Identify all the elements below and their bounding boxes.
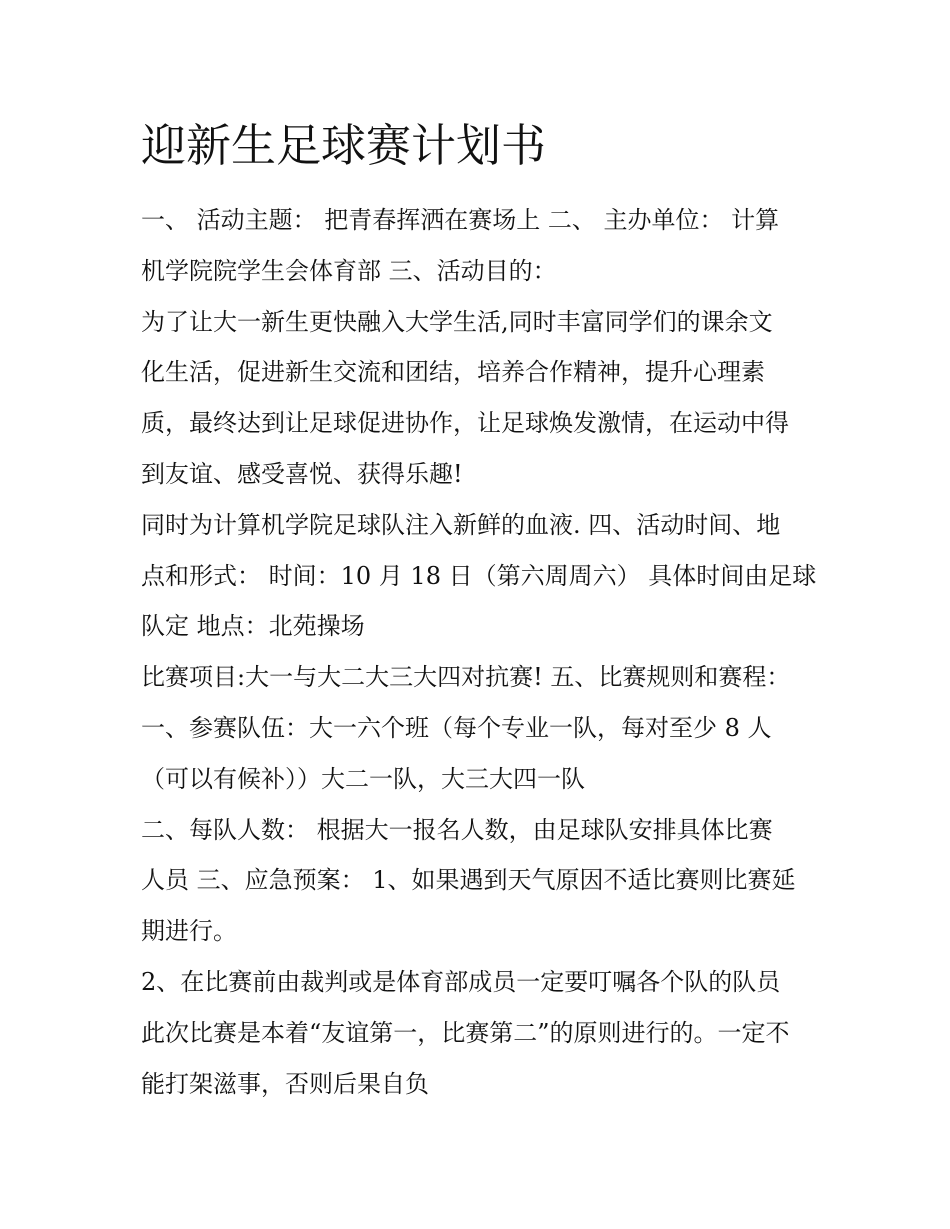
body-line: 机学院院学生会体育部 三、活动目的： — [141, 256, 557, 285]
body-line: 能打架滋事，否则后果自负 — [141, 1069, 429, 1098]
body-line: （可以有候补））大二一队，大三大四一队 — [141, 764, 585, 793]
body-line: 期进行。 — [141, 917, 237, 946]
body-line: 人员 三、应急预案： 1、如果遇到天气原因不适比赛则比赛延 — [141, 866, 796, 895]
body-line: 队定 地点：北苑操场 — [141, 612, 365, 641]
body-line: 一、 活动主题： 把青春挥洒在赛场上 二、 主办单位： 计算 — [141, 206, 780, 234]
document-title: 迎新生足球赛计划书 — [141, 119, 547, 172]
body-line: 同时为计算机学院足球队注入新鲜的血液. 四、活动时间、地 — [141, 510, 781, 539]
body-line: 比赛项目:大一与大二大三大四对抗赛! 五、比赛规则和赛程： — [141, 663, 791, 692]
body-line: 化生活，促进新生交流和团结，培养合作精神，提升心理素 — [141, 358, 765, 387]
body-line: 到友谊、感受喜悦、获得乐趣! — [141, 459, 463, 488]
document-body — [141, 195, 821, 1109]
body-line: 为了让大一新生更快融入大学生活,同时丰富同学们的课余文 — [141, 307, 773, 336]
body-line: 质，最终达到让足球促进协作，让足球焕发激情，在运动中得 — [141, 409, 789, 438]
body-line: 点和形式： 时间：10 月 18 日（第六周周六） 具体时间由足球 — [141, 561, 817, 590]
body-line: 2、在比赛前由裁判或是体育部成员一定要叮嘱各个队的队员 — [141, 967, 781, 996]
body-line: 二、每队人数： 根据大一报名人数，由足球队安排具体比赛 — [141, 815, 773, 844]
body-line: 一、参赛队伍：大一六个班（每个专业一队，每对至少 8 人 — [141, 713, 772, 742]
body-line: 此次比赛是本着“友谊第一，比赛第二”的原则进行的。一定不 — [141, 1018, 790, 1047]
